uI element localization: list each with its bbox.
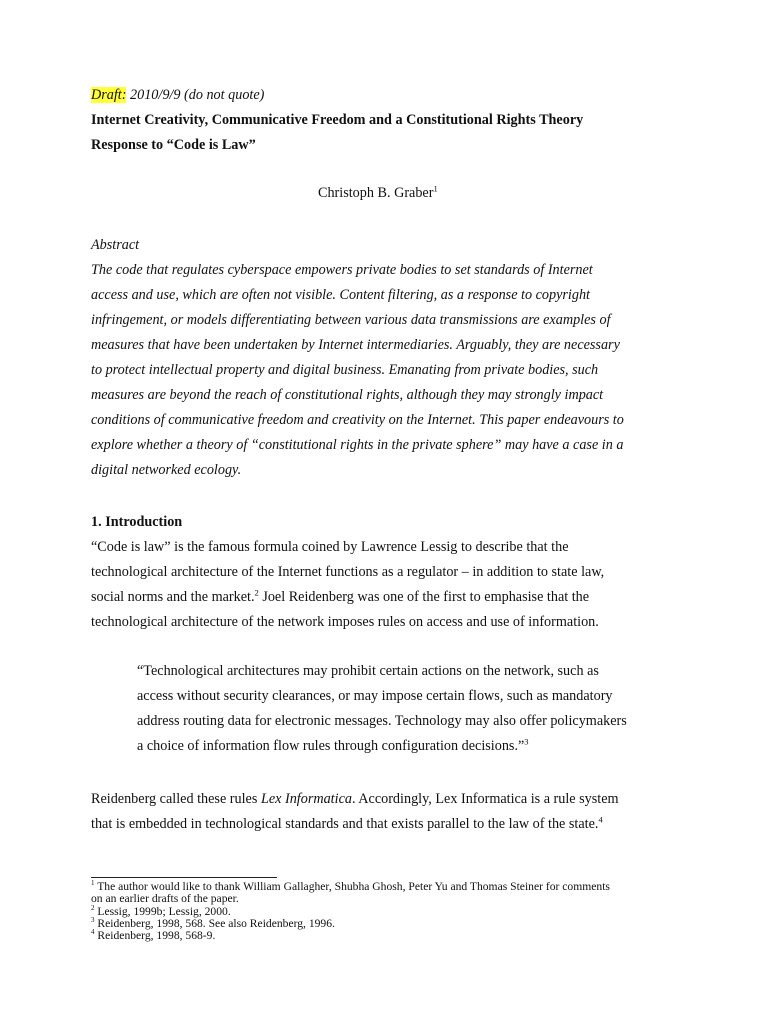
paragraph-2	[91, 787, 691, 837]
draft-date: 2010/9/9 (do not quote)	[126, 87, 265, 103]
abstract-line: to protect intellectual property and digital business. Emanating from private bodies, such	[91, 362, 599, 378]
quote-line: “Technological architectures may prohibit certain actions on the network, such as	[137, 663, 599, 679]
footnote-3-mark: 3	[91, 916, 95, 925]
abstract-section	[91, 233, 691, 483]
author-text: Christoph B. Graber	[318, 185, 434, 201]
paragraph-text: that is embedded in technological standards and that exists parallel to the law of the state.	[91, 816, 599, 832]
footnote-4-text: Reidenberg, 1998, 568-9.	[94, 929, 216, 943]
paragraph-line	[91, 787, 691, 812]
author-footnote-mark[interactable]: 1	[433, 183, 438, 194]
intro-line: technological architecture of the network imposes rules on access and use of information.	[91, 614, 599, 630]
block-quote	[137, 659, 627, 759]
footnote-4-mark: 4	[91, 928, 95, 937]
abstract-line: explore whether a theory of “constitutional rights in the private sphere” may have a case in a	[91, 437, 624, 453]
footnote-2-mark: 2	[91, 903, 95, 912]
abstract-line: infringement, or models differentiating between various data transmissions are examples of	[91, 312, 611, 328]
abstract-line: digital networked ecology.	[91, 462, 242, 478]
paragraph-text: . Accordingly, Lex Informatica is a rule system	[351, 791, 619, 807]
footnote-2-text: Lessig, 1999b; Lessig, 2000.	[94, 904, 231, 918]
intro-line: “Code is law” is the famous formula coined by Lawrence Lessig to describe that the	[91, 539, 569, 555]
intro-line: technological architecture of the Internet functions as a regulator – in addition to state law,	[91, 564, 605, 580]
introduction-heading: 1. Introduction	[91, 514, 183, 530]
lex-informatica-term: Lex Informatica	[260, 791, 352, 807]
intro-line-text: social norms and the market.	[91, 589, 255, 605]
draft-line	[91, 83, 691, 108]
footnote-1-cont: on an earlier drafts of the paper.	[91, 892, 239, 906]
quote-line: address routing data for electronic messages. Technology may also offer policymakers	[137, 713, 627, 729]
abstract-line: conditions of communicative freedom and creativity on the Internet. This paper endeavours to	[91, 412, 624, 428]
footnote-3-text: Reidenberg, 1998, 568. See also Reidenberg, 1996.	[94, 916, 335, 930]
abstract-heading: Abstract	[91, 237, 140, 253]
abstract-line: measures that have been undertaken by Internet intermediaries. Arguably, they are necessary	[91, 337, 620, 353]
footnote-divider	[91, 877, 277, 878]
title-line-1: Internet Creativity, Communicative Freedom and a Constitutional Rights Theory	[91, 112, 584, 128]
quote-line: access without security clearances, or may impose certain flows, such as mandatory	[137, 688, 613, 704]
intro-line-text: Joel Reidenberg was one of the first to emphasise that the	[258, 589, 590, 605]
footnote-1-text: The author would like to thank William Gallagher, Shubha Ghosh, Peter Yu and Thomas Steiner for comments	[94, 880, 610, 893]
paragraph-text: Reidenberg called these rules	[91, 791, 261, 807]
author-name	[318, 185, 438, 202]
abstract-line: The code that regulates cyberspace empowers private bodies to set standards of Internet	[91, 262, 593, 278]
footnote-mark-2[interactable]: 2	[254, 587, 259, 598]
footnote-4	[91, 930, 691, 942]
introduction-section	[91, 510, 691, 635]
intro-line	[91, 585, 691, 610]
draft-label: Draft:	[91, 87, 127, 103]
abstract-line: access and use, which are often not visible. Content filtering, as a response to copyright	[91, 287, 590, 303]
footnote-mark-4[interactable]: 4	[598, 814, 603, 825]
quote-line	[137, 734, 627, 759]
footnotes	[91, 881, 691, 942]
quote-line-text: a choice of information flow rules through configuration decisions.”	[137, 738, 525, 754]
title-block	[91, 83, 691, 158]
footnote-1-mark: 1	[91, 879, 95, 888]
abstract-line: measures are beyond the reach of constitutional rights, although they may strongly impact	[91, 387, 604, 403]
paragraph-line	[91, 812, 691, 837]
footnote-mark-3[interactable]: 3	[524, 736, 529, 747]
title-line-2: Response to “Code is Law”	[91, 137, 256, 153]
